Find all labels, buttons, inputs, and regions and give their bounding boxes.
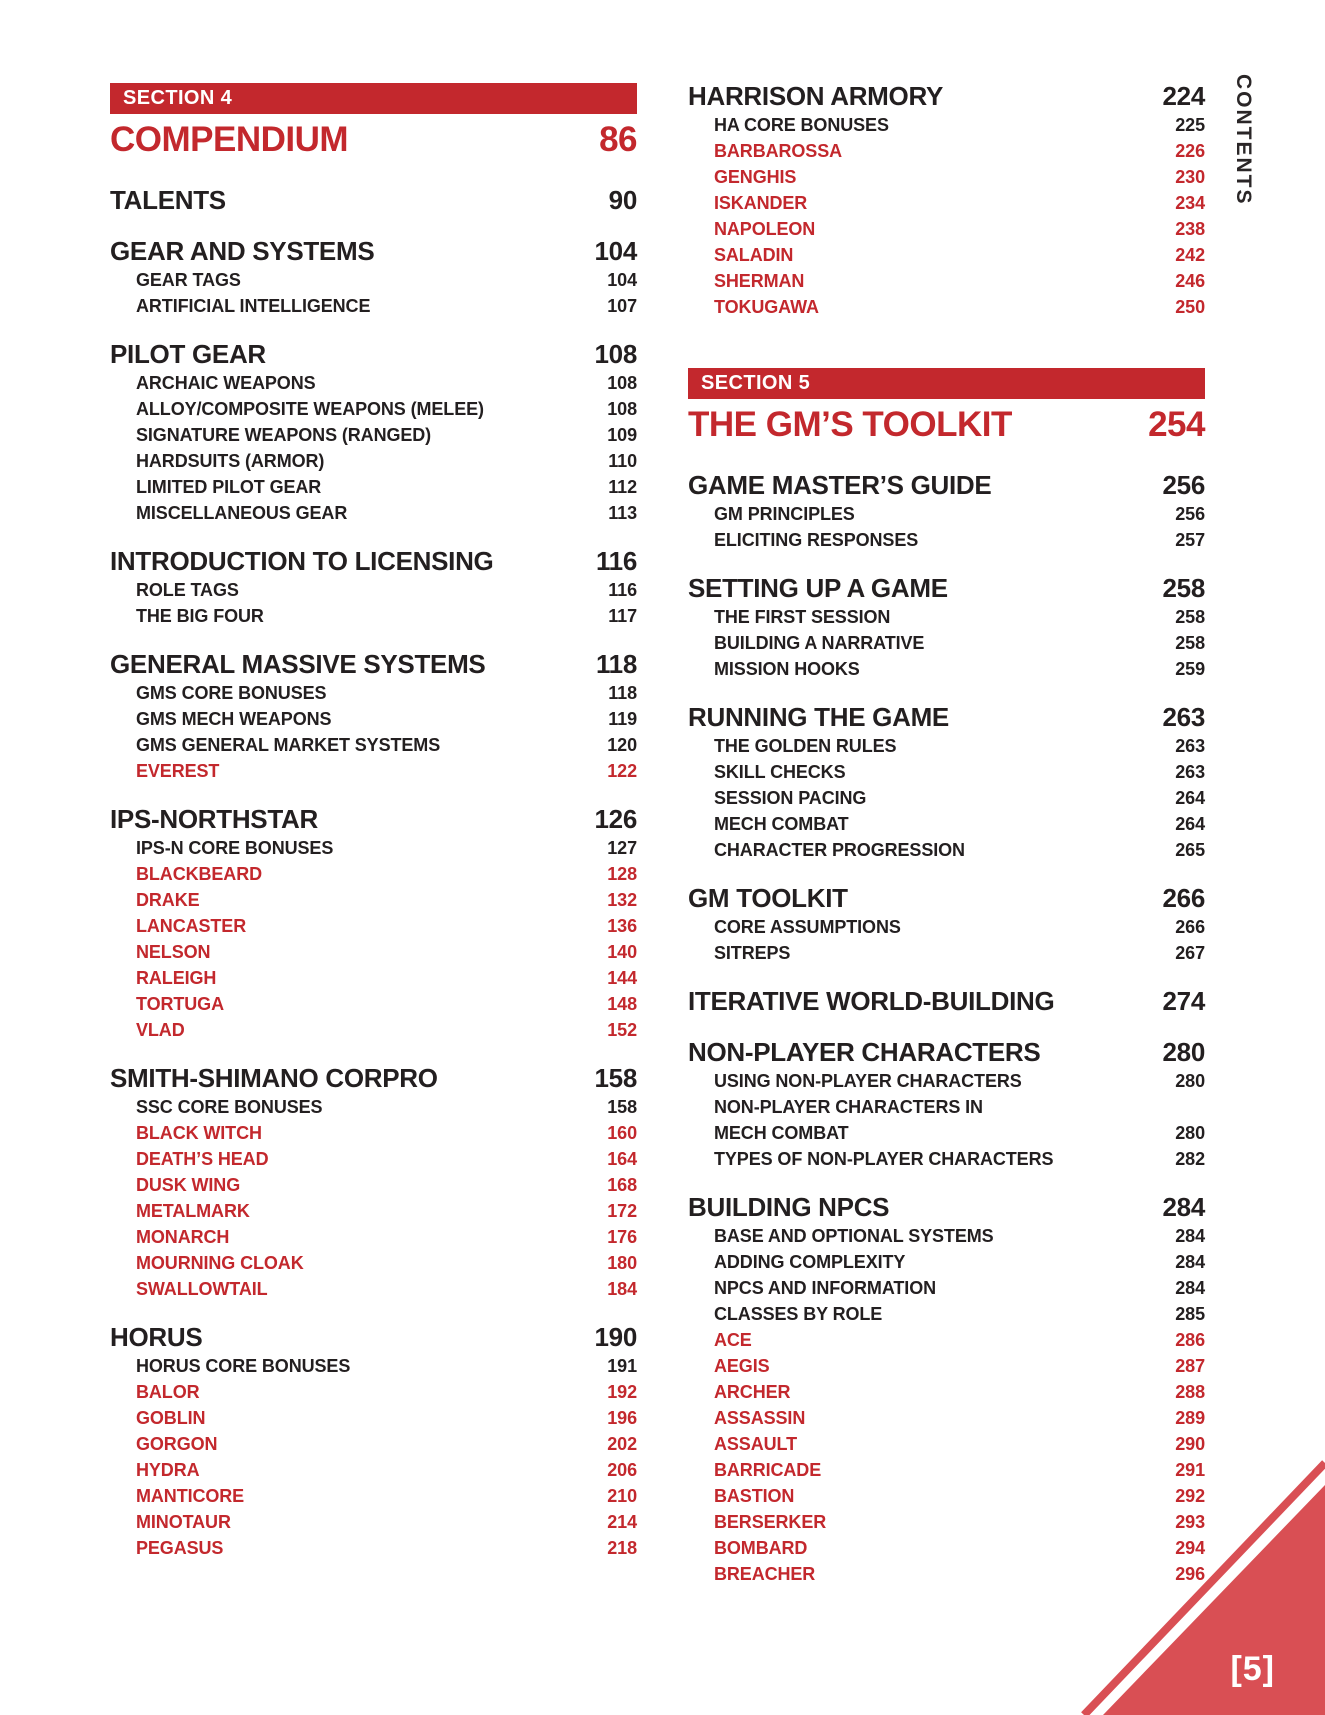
toc-entry-page: 280: [1175, 1071, 1205, 1091]
toc-entry-label: HORUS CORE BONUSES: [136, 1356, 351, 1376]
toc-entry-row: [110, 1535, 637, 1561]
toc-entry-row: [110, 1276, 637, 1302]
toc-heading-row: [110, 803, 637, 835]
toc-heading-page: 190: [594, 1322, 637, 1352]
toc-entry-page: 127: [607, 838, 637, 858]
toc-heading-label: IPS-NORTHSTAR: [110, 804, 318, 834]
toc-entry-row: [110, 1405, 637, 1431]
toc-entry-page: 172: [607, 1201, 637, 1221]
toc-entry-row: [110, 732, 637, 758]
toc-heading-page: 118: [595, 649, 637, 679]
toc-entry-label: ALLOY/COMPOSITE WEAPONS (MELEE): [136, 399, 484, 419]
toc-entry-page: 292: [1175, 1486, 1205, 1506]
toc-entry-row: [688, 1068, 1205, 1094]
toc-entry-row: [110, 1509, 637, 1535]
toc-entry-row: [110, 965, 637, 991]
toc-entry-page: 284: [1175, 1226, 1205, 1246]
toc-entry-page: 108: [607, 399, 637, 419]
toc-entry-row: [688, 604, 1205, 630]
toc-heading-label: PILOT GEAR: [110, 339, 266, 369]
toc-entry-page: 282: [1175, 1149, 1205, 1169]
toc-heading-page: 266: [1162, 883, 1205, 913]
toc-heading-page: 116: [595, 546, 637, 576]
toc-entry-page: 264: [1175, 788, 1205, 808]
toc-entry-page: 290: [1175, 1434, 1205, 1454]
toc-entry-row: [110, 370, 637, 396]
toc-entry-row: [688, 1275, 1205, 1301]
toc-heading-row: [110, 1062, 637, 1094]
toc-entry-label: TYPES OF NON-PLAYER CHARACTERS: [714, 1149, 1054, 1169]
toc-heading-row: [688, 1036, 1205, 1068]
toc-group: [110, 545, 637, 629]
toc-entry-label: BREACHER: [714, 1564, 816, 1584]
toc-entry-page: 284: [1175, 1278, 1205, 1298]
toc-entry-label: CLASSES BY ROLE: [714, 1304, 883, 1324]
toc-entry-row: [110, 1120, 637, 1146]
toc-entry-page: 160: [607, 1123, 637, 1143]
toc-entry-row: [110, 448, 637, 474]
toc-group: [110, 1062, 637, 1302]
toc-entry-page: 119: [608, 709, 637, 729]
toc-entry-label: BARBAROSSA: [714, 141, 843, 161]
toc-entry-page: 214: [607, 1512, 637, 1532]
toc-entry-label: CHARACTER PROGRESSION: [714, 840, 965, 860]
toc-heading-page: 126: [594, 804, 637, 834]
section-banner: [110, 83, 637, 114]
toc-heading-page: 108: [594, 339, 637, 369]
toc-entry-label: GMS CORE BONUSES: [136, 683, 327, 703]
toc-entry-page: 108: [607, 373, 637, 393]
toc-entry-label: USING NON-PLAYER CHARACTERS: [714, 1071, 1022, 1091]
toc-group: [688, 80, 1205, 320]
toc-entry-label: IPS-N CORE BONUSES: [136, 838, 334, 858]
toc-group: [688, 985, 1205, 1017]
toc-entry-label: THE BIG FOUR: [136, 606, 264, 626]
toc-heading-label: ITERATIVE WORLD-BUILDING: [688, 986, 1055, 1016]
toc-entry-label: MINOTAUR: [136, 1512, 231, 1532]
toc-entry-label: AEGIS: [714, 1356, 770, 1376]
toc-title-label: COMPENDIUM: [110, 120, 349, 159]
toc-entry-label: GOBLIN: [136, 1408, 206, 1428]
toc-entry-label: SESSION PACING: [714, 788, 867, 808]
toc-entry-label: MOURNING CLOAK: [136, 1253, 304, 1273]
toc-entry-page: 136: [607, 916, 637, 936]
toc-entry-row: [688, 1223, 1205, 1249]
toc-entry-label: BALOR: [136, 1382, 200, 1402]
toc-heading-label: GEAR AND SYSTEMS: [110, 236, 375, 266]
toc-group: [688, 701, 1205, 863]
toc-heading-page: 224: [1162, 81, 1205, 111]
toc-entry-row: [110, 939, 637, 965]
toc-entry-page: 226: [1175, 141, 1205, 161]
toc-entry-label: MISCELLANEOUS GEAR: [136, 503, 348, 523]
toc-entry-page: 218: [607, 1538, 637, 1558]
toc-entry-label: CORE ASSUMPTIONS: [714, 917, 901, 937]
toc-heading-row: [110, 545, 637, 577]
toc-heading-page: 284: [1162, 1192, 1205, 1222]
toc-entry-row: [688, 164, 1205, 190]
toc-entry-page: 263: [1175, 736, 1205, 756]
toc-entry-row: [688, 837, 1205, 863]
toc-heading-label: TALENTS: [110, 185, 226, 215]
toc-entry-page: 120: [607, 735, 637, 755]
toc-heading-row: [110, 648, 637, 680]
toc-entry-label: ROLE TAGS: [136, 580, 239, 600]
toc-entry-page: 206: [607, 1460, 637, 1480]
toc-entry-page: 263: [1175, 762, 1205, 782]
toc-entry-label: NPCS AND INFORMATION: [714, 1278, 936, 1298]
toc-entry-page: 267: [1175, 943, 1205, 963]
toc-heading-row: [110, 235, 637, 267]
toc-heading-row: [688, 80, 1205, 112]
toc-entry-page: 110: [608, 451, 637, 471]
section-banner: [688, 368, 1205, 399]
toc-group: [688, 1036, 1205, 1172]
toc-entry-row: [110, 293, 637, 319]
toc-entry-row: [110, 680, 637, 706]
toc-entry-row: [688, 733, 1205, 759]
toc-entry-page: 117: [608, 606, 637, 626]
toc-entry-label: ARCHER: [714, 1382, 791, 1402]
toc-entry-label: BLACK WITCH: [136, 1123, 262, 1143]
toc-entry-page: 296: [1175, 1564, 1205, 1584]
corner-triangle-shape: [1103, 1485, 1325, 1715]
toc-entry-label: GMS MECH WEAPONS: [136, 709, 332, 729]
toc-entry-label: MISSION HOOKS: [714, 659, 860, 679]
toc-entry-label: GM PRINCIPLES: [714, 504, 855, 524]
toc-entry-label: GMS GENERAL MARKET SYSTEMS: [136, 735, 441, 755]
toc-entry-page: 250: [1175, 297, 1205, 317]
contents-side-label: CONTENTS: [1232, 74, 1255, 206]
toc-heading-row: [688, 882, 1205, 914]
toc-entry-row: [110, 577, 637, 603]
toc-heading-page: 274: [1162, 986, 1205, 1016]
toc-entry-row: [110, 422, 637, 448]
toc-heading-label: HARRISON ARMORY: [688, 81, 944, 111]
toc-entry-page: 230: [1175, 167, 1205, 187]
toc-entry-row: [110, 1431, 637, 1457]
toc-entry-label: BARRICADE: [714, 1460, 822, 1480]
toc-entry-page: 258: [1175, 633, 1205, 653]
toc-entry-label: GENGHIS: [714, 167, 797, 187]
toc-entry-row: [110, 1094, 637, 1120]
toc-entry-row: [110, 267, 637, 293]
toc-entry-row: [688, 1353, 1205, 1379]
toc-entry-label: SHERMAN: [714, 271, 805, 291]
toc-entry-page: 246: [1175, 271, 1205, 291]
toc-heading-label: NON-PLAYER CHARACTERS: [688, 1037, 1041, 1067]
toc-heading-page: 258: [1162, 573, 1205, 603]
toc-entry-label: METALMARK: [136, 1201, 250, 1221]
toc-entry-label: ARCHAIC WEAPONS: [136, 373, 316, 393]
toc-entry-page: 234: [1175, 193, 1205, 213]
toc-group: [110, 338, 637, 526]
toc-group: [110, 235, 637, 319]
toc-entry-label: SSC CORE BONUSES: [136, 1097, 323, 1117]
toc-entry-label: BLACKBEARD: [136, 864, 262, 884]
toc-heading-label: RUNNING THE GAME: [688, 702, 949, 732]
toc-entry-page: 293: [1175, 1512, 1205, 1532]
toc-entry-page: 116: [608, 580, 637, 600]
toc-entry-row: [688, 811, 1205, 837]
toc-entry-page: 109: [607, 425, 637, 445]
toc-entry-page: 291: [1175, 1460, 1205, 1480]
toc-heading-page: 158: [594, 1063, 637, 1093]
toc-entry-row: [688, 1120, 1205, 1146]
toc-entry-label: MONARCH: [136, 1227, 230, 1247]
toc-entry-page: 265: [1175, 840, 1205, 860]
toc-entry-row: [688, 1327, 1205, 1353]
toc-heading-page: 280: [1162, 1037, 1205, 1067]
toc-entry-label: MECH COMBAT: [714, 814, 849, 834]
toc-entry-label: BOMBARD: [714, 1538, 808, 1558]
toc-entry-row: [688, 527, 1205, 553]
toc-entry-page: 284: [1175, 1252, 1205, 1272]
toc-entry-page: 191: [607, 1356, 637, 1376]
toc-entry-page: 128: [607, 864, 637, 884]
toc-entry-label: HYDRA: [136, 1460, 200, 1480]
toc-entry-page: 289: [1175, 1408, 1205, 1428]
toc-entry-row: [110, 1457, 637, 1483]
toc-entry-label: THE FIRST SESSION: [714, 607, 891, 627]
toc-entry-label: SIGNATURE WEAPONS (RANGED): [136, 425, 432, 445]
toc-entry-row: [110, 474, 637, 500]
toc-entry-label: BUILDING A NARRATIVE: [714, 633, 925, 653]
toc-entry-label: LANCASTER: [136, 916, 247, 936]
toc-group: [110, 184, 637, 216]
toc-entry-row: [110, 1172, 637, 1198]
toc-entry-page: 176: [607, 1227, 637, 1247]
toc-entry-row: [110, 396, 637, 422]
toc-entry-page: 210: [607, 1486, 637, 1506]
toc-title-row: [110, 118, 637, 162]
toc-entry-label: LIMITED PILOT GEAR: [136, 477, 322, 497]
toc-entry-page: 225: [1175, 115, 1205, 135]
toc-heading-row: [110, 1321, 637, 1353]
toc-heading-row: [688, 469, 1205, 501]
toc-entry-page: 192: [607, 1382, 637, 1402]
toc-entry-label: GORGON: [136, 1434, 218, 1454]
toc-entry-row: [688, 112, 1205, 138]
toc-right-column: [688, 80, 1205, 1587]
toc-entry-page: 242: [1175, 245, 1205, 265]
toc-entry-row: [688, 242, 1205, 268]
toc-entry-label: GEAR TAGS: [136, 270, 241, 290]
toc-entry-page: 140: [607, 942, 637, 962]
toc-entry-row: [110, 1353, 637, 1379]
toc-entry-label: BASE AND OPTIONAL SYSTEMS: [714, 1226, 994, 1246]
toc-entry-row: [688, 501, 1205, 527]
toc-entry-label: ISKANDER: [714, 193, 808, 213]
toc-entry-page: 148: [607, 994, 637, 1014]
toc-entry-row: [110, 1379, 637, 1405]
toc-entry-label: ELICITING RESPONSES: [714, 530, 919, 550]
toc-entry-row: [688, 759, 1205, 785]
toc-entry-label: EVEREST: [136, 761, 220, 781]
toc-entry-page: 158: [607, 1097, 637, 1117]
toc-heading-label: INTRODUCTION TO LICENSING: [110, 546, 494, 576]
toc-entry-page: 285: [1175, 1304, 1205, 1324]
toc-entry-row: [688, 940, 1205, 966]
toc-heading-row: [688, 572, 1205, 604]
toc-entry-page: 107: [607, 296, 637, 316]
toc-entry-label: TORTUGA: [136, 994, 224, 1014]
toc-heading-row: [688, 701, 1205, 733]
toc-entry-page: 258: [1175, 607, 1205, 627]
toc-heading-page: 104: [594, 236, 637, 266]
toc-heading-label: SETTING UP A GAME: [688, 573, 948, 603]
toc-entry-page: 196: [607, 1408, 637, 1428]
toc-entry-row: [688, 630, 1205, 656]
toc-entry-row: [688, 294, 1205, 320]
toc-group: [110, 648, 637, 784]
toc-entry-label: DRAKE: [136, 890, 200, 910]
toc-entry-label: NELSON: [136, 942, 211, 962]
toc-left-column: [110, 83, 637, 1561]
toc-entry-row: [688, 785, 1205, 811]
toc-entry-page: 112: [608, 477, 637, 497]
toc-entry-row: [688, 914, 1205, 940]
toc-entry-label: RALEIGH: [136, 968, 217, 988]
toc-entry-label: ACE: [714, 1330, 752, 1350]
toc-title-page: 86: [599, 120, 637, 159]
toc-heading-row: [110, 338, 637, 370]
toc-entry-row: [110, 1198, 637, 1224]
toc-entry-label: NAPOLEON: [714, 219, 816, 239]
toc-entry-label: TOKUGAWA: [714, 297, 819, 317]
toc-heading-label: HORUS: [110, 1322, 203, 1352]
toc-entry-page: 118: [608, 683, 637, 703]
toc-entry-page: 257: [1175, 530, 1205, 550]
toc-entry-page: 280: [1175, 1123, 1205, 1143]
toc-entry-row: [110, 835, 637, 861]
toc-entry-page: 256: [1175, 504, 1205, 524]
toc-entry-page: 264: [1175, 814, 1205, 834]
toc-entry-label: BERSERKER: [714, 1512, 827, 1532]
toc-entry-row: [688, 216, 1205, 242]
toc-entry-label: VLAD: [136, 1020, 185, 1040]
toc-heading-row: [688, 985, 1205, 1017]
toc-entry-label: HA CORE BONUSES: [714, 115, 889, 135]
toc-entry-page: 286: [1175, 1330, 1205, 1350]
toc-group: [110, 1321, 637, 1561]
toc-heading-label: SMITH-SHIMANO CORPRO: [110, 1063, 438, 1093]
toc-entry-row: [110, 1146, 637, 1172]
toc-entry-row: [688, 1094, 1205, 1120]
toc-entry-label: MECH COMBAT: [714, 1123, 849, 1143]
toc-group: [688, 882, 1205, 966]
toc-entry-label: DEATH’S HEAD: [136, 1149, 269, 1169]
toc-entry-row: [688, 1301, 1205, 1327]
toc-entry-row: [110, 913, 637, 939]
toc-entry-page: 238: [1175, 219, 1205, 239]
toc-entry-label: ARTIFICIAL INTELLIGENCE: [136, 296, 371, 316]
toc-entry-row: [110, 603, 637, 629]
toc-entry-row: [110, 706, 637, 732]
toc-entry-row: [110, 1224, 637, 1250]
toc-entry-label: SKILL CHECKS: [714, 762, 846, 782]
toc-heading-label: BUILDING NPCS: [688, 1192, 890, 1222]
toc-entry-row: [688, 1146, 1205, 1172]
toc-entry-page: 202: [607, 1434, 637, 1454]
toc-entry-page: 259: [1175, 659, 1205, 679]
toc-entry-label: ADDING COMPLEXITY: [714, 1252, 906, 1272]
toc-entry-row: [110, 1483, 637, 1509]
toc-entry-label: SITREPS: [714, 943, 791, 963]
toc-entry-label: THE GOLDEN RULES: [714, 736, 897, 756]
toc-entry-row: [688, 656, 1205, 682]
toc-heading-row: [688, 1191, 1205, 1223]
toc-entry-row: [110, 991, 637, 1017]
toc-entry-row: [110, 887, 637, 913]
toc-entry-label: ASSASSIN: [714, 1408, 806, 1428]
toc-entry-row: [110, 500, 637, 526]
toc-heading-label: GENERAL MASSIVE SYSTEMS: [110, 649, 486, 679]
toc-entry-page: 184: [607, 1279, 637, 1299]
toc-heading-page: 90: [608, 185, 637, 215]
section-banner-label: SECTION 5: [701, 372, 811, 394]
toc-entry-page: 288: [1175, 1382, 1205, 1402]
toc-entry-page: 152: [607, 1020, 637, 1040]
toc-entry-page: 180: [607, 1253, 637, 1273]
toc-entry-label: SWALLOWTAIL: [136, 1279, 268, 1299]
toc-group: [688, 469, 1205, 553]
toc-entry-page: 113: [608, 503, 637, 523]
toc-entry-row: [688, 1249, 1205, 1275]
toc-heading-row: [110, 184, 637, 216]
toc-entry-page: 132: [607, 890, 637, 910]
toc-title-label: THE GM’S TOOLKIT: [688, 405, 1012, 444]
toc-heading-page: 263: [1162, 702, 1205, 732]
toc-entry-page: 287: [1175, 1356, 1205, 1376]
toc-entry-page: 266: [1175, 917, 1205, 937]
toc-title-page: 254: [1148, 405, 1205, 444]
toc-entry-page: 294: [1175, 1538, 1205, 1558]
toc-entry-row: [688, 138, 1205, 164]
toc-entry-row: [688, 268, 1205, 294]
toc-entry-page: 104: [607, 270, 637, 290]
toc-entry-page: 164: [607, 1149, 637, 1169]
toc-heading-label: GM TOOLKIT: [688, 883, 848, 913]
toc-entry-label: DUSK WING: [136, 1175, 241, 1195]
toc-entry-label: NON-PLAYER CHARACTERS IN: [714, 1097, 983, 1117]
toc-entry-row: [110, 861, 637, 887]
toc-entry-page: 122: [607, 761, 637, 781]
toc-entry-label: MANTICORE: [136, 1486, 245, 1506]
toc-entry-row: [688, 190, 1205, 216]
toc-heading-label: GAME MASTER’S GUIDE: [688, 470, 992, 500]
toc-group: [688, 572, 1205, 682]
toc-title-row: [688, 403, 1205, 447]
toc-group: [110, 803, 637, 1043]
section-banner-label: SECTION 4: [123, 87, 233, 109]
toc-entry-row: [110, 1017, 637, 1043]
toc-entry-row: [110, 758, 637, 784]
toc-entry-row: [110, 1250, 637, 1276]
toc-entry-label: HARDSUITS (ARMOR): [136, 451, 325, 471]
toc-entry-page: 144: [607, 968, 637, 988]
toc-entry-label: BASTION: [714, 1486, 795, 1506]
toc-entry-page: 168: [607, 1175, 637, 1195]
corner-page-number: [5]: [1230, 1650, 1275, 1688]
toc-entry-label: SALADIN: [714, 245, 794, 265]
toc-entry-label: ASSAULT: [714, 1434, 797, 1454]
toc-heading-page: 256: [1162, 470, 1205, 500]
toc-entry-label: PEGASUS: [136, 1538, 224, 1558]
